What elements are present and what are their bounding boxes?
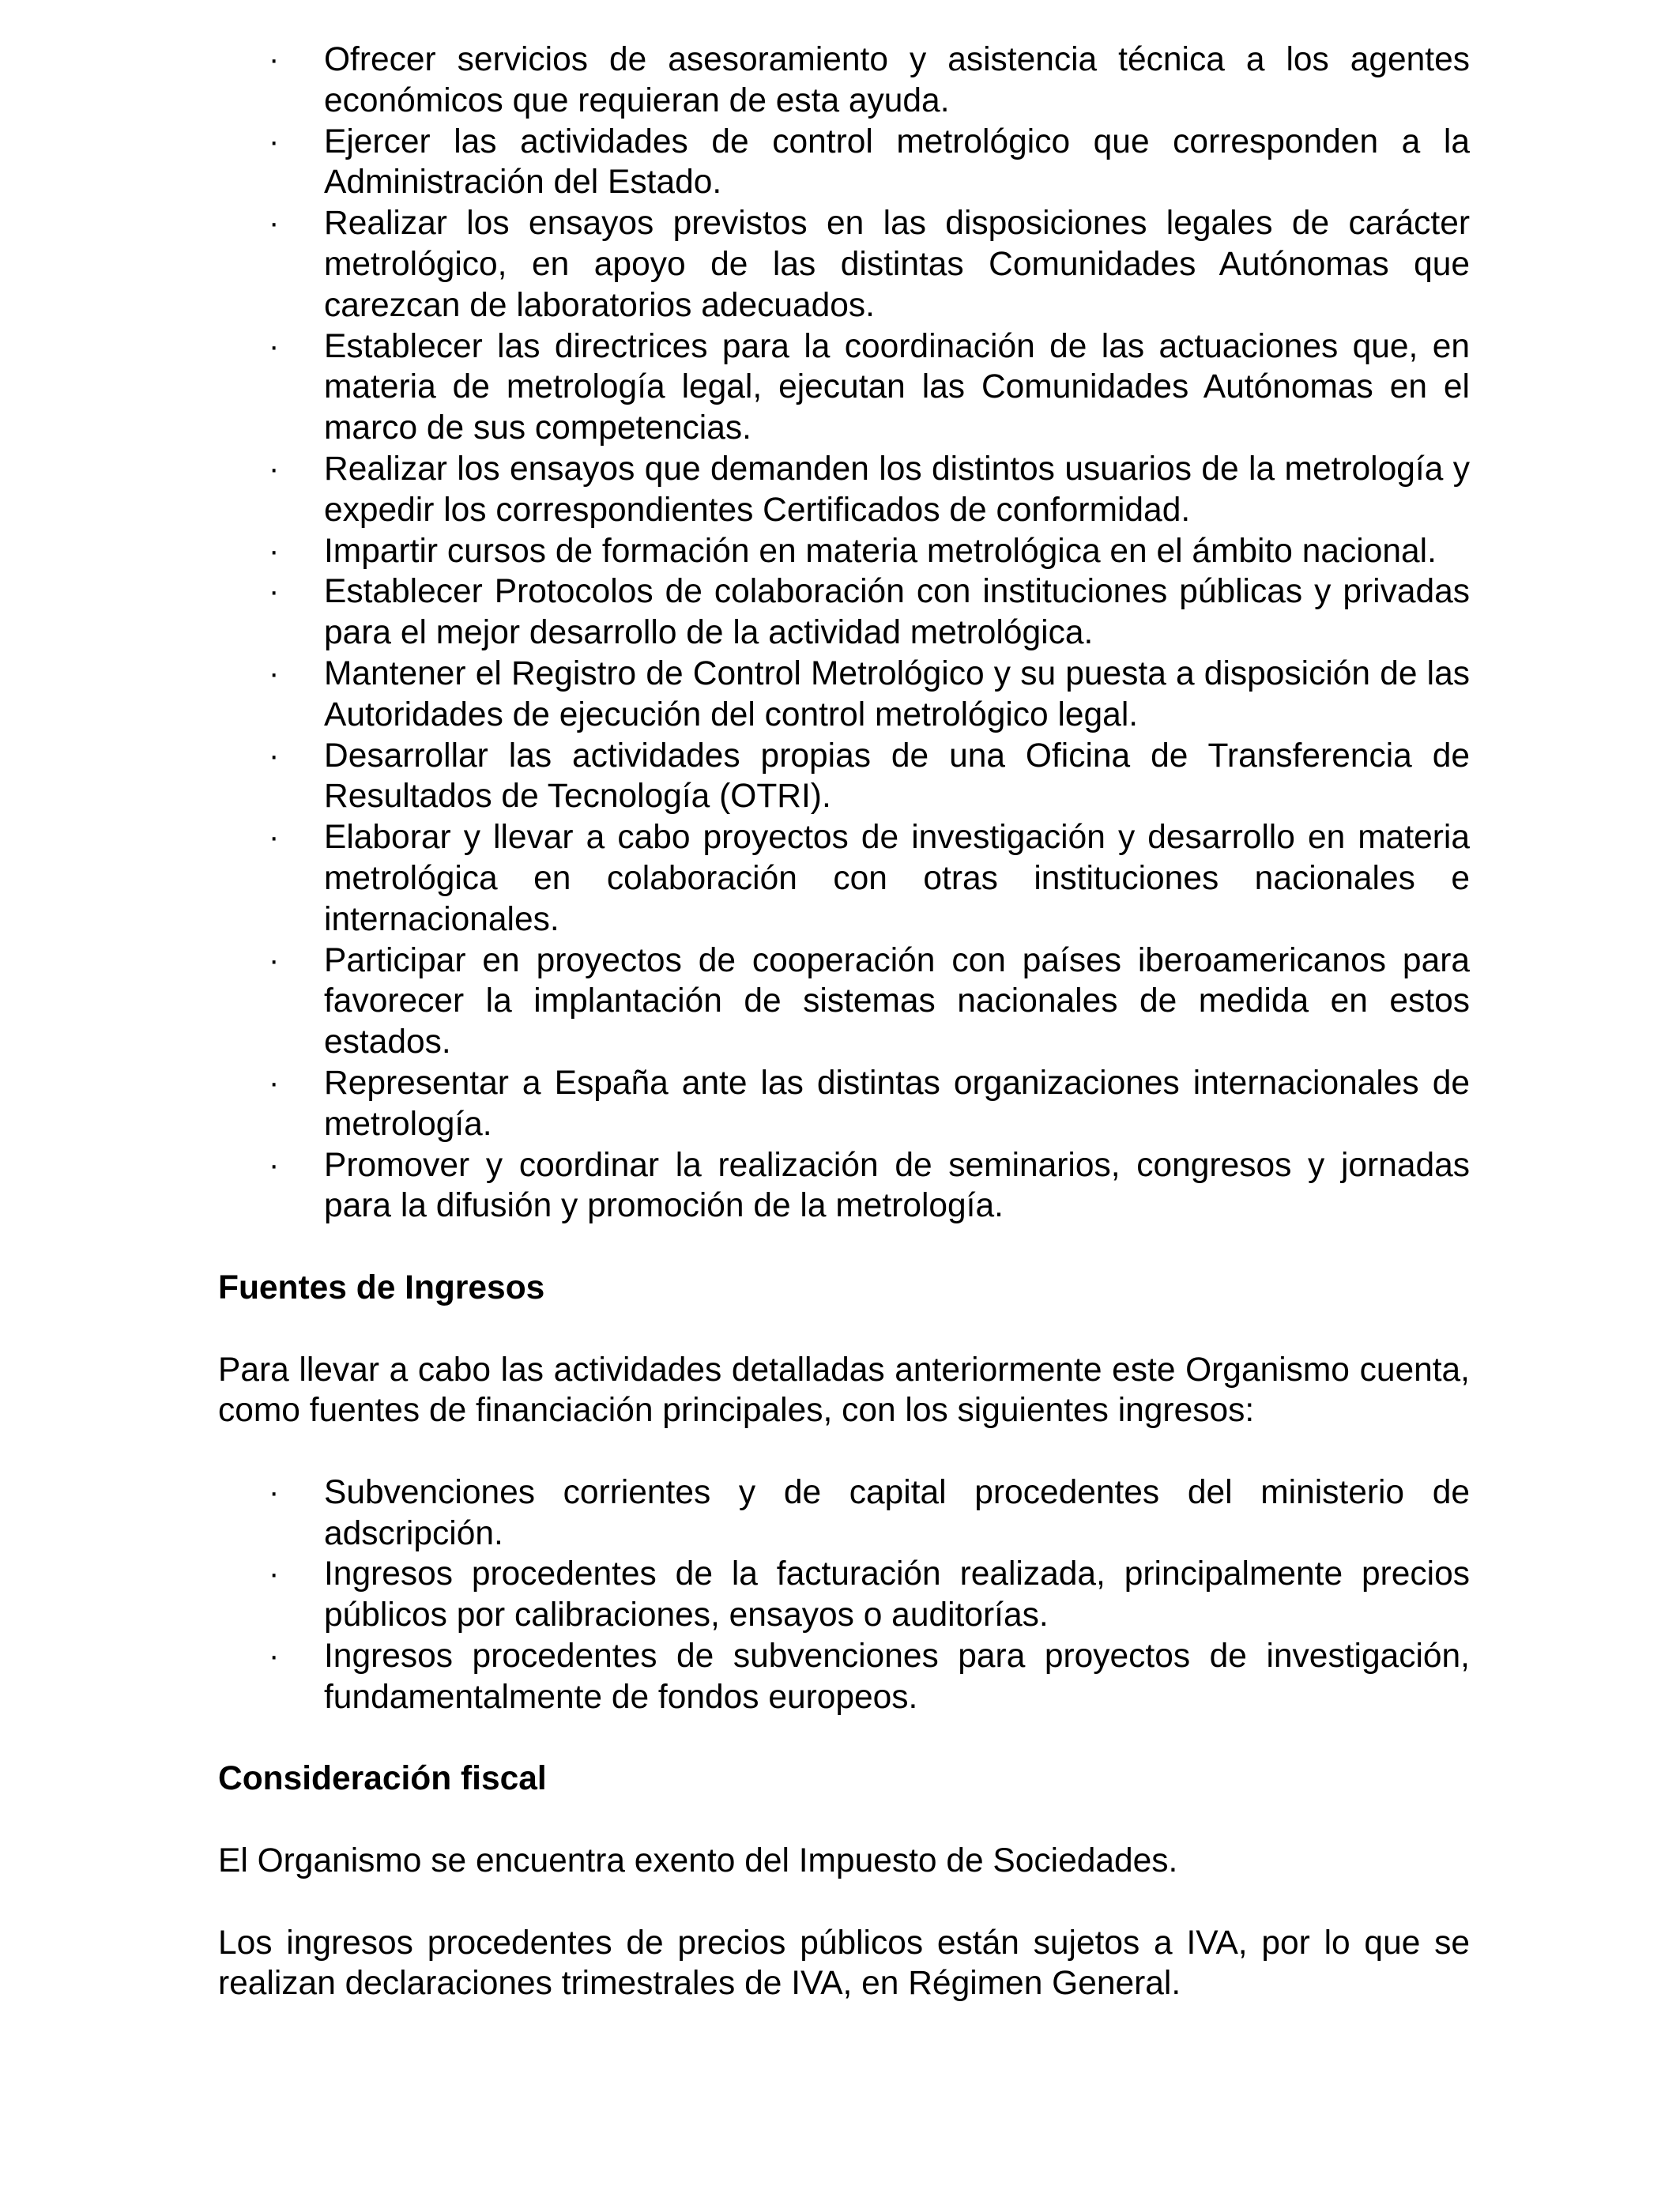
- bullet-icon: ·: [269, 942, 280, 978]
- list-item: [269, 571, 1470, 654]
- list-item: [269, 817, 1470, 940]
- list-item: [269, 1636, 1470, 1718]
- list-item: [269, 1554, 1470, 1636]
- income-section-heading: Fuentes de Ingresos: [218, 1269, 545, 1306]
- list-item: [269, 40, 1470, 122]
- list-item: [269, 941, 1470, 1063]
- functions-list: [218, 40, 1470, 1227]
- list-item-text: Realizar los ensayos que demanden los distintos usuarios de la metrología y expedir los correspondientes Certificados de conformidad.: [324, 450, 1470, 529]
- list-item-text: Establecer las directrices para la coordinación de las actuaciones que, en materia de metrología legal, ejecutan las Comunidades Autónomas en el marco de sus competencias.: [324, 327, 1470, 447]
- bullet-icon: ·: [269, 123, 280, 159]
- bullet-icon: ·: [269, 42, 280, 77]
- page-content: [218, 40, 1470, 2045]
- bullet-icon: ·: [269, 450, 280, 486]
- bullet-icon: ·: [269, 820, 280, 855]
- list-item-text: Representar a España ante las distintas organizaciones internacionales de metrología.: [324, 1064, 1470, 1143]
- list-item-text: Ingresos procedentes de subvenciones para proyectos de investigación, fundamentalmente de fondos europeos.: [324, 1638, 1470, 1716]
- bullet-icon: ·: [269, 737, 280, 773]
- list-item: [269, 122, 1470, 204]
- list-item: [269, 531, 1470, 572]
- list-item-text: Mantener el Registro de Control Metrológico y su puesta a disposición de las Autoridades de ejecución del control metrológico legal.: [324, 654, 1470, 733]
- list-item-text: Ejercer las actividades de control metrológico que corresponden a la Administración del Estado.: [324, 123, 1470, 202]
- list-item-text: Impartir cursos de formación en materia metrológica en el ámbito nacional.: [324, 532, 1437, 570]
- tax-paragraph: El Organismo se encuentra exento del Impuesto de Sociedades.: [218, 1842, 1178, 1880]
- bullet-icon: ·: [269, 1474, 280, 1510]
- list-item: [269, 449, 1470, 531]
- list-item-text: Elaborar y llevar a cabo proyectos de investigación y desarrollo en materia metrológica en colaboración con otras instituciones nacionales e internacionales.: [324, 819, 1470, 938]
- bullet-icon: ·: [269, 1638, 280, 1674]
- list-item-text: Subvenciones corrientes y de capital procedentes del ministerio de adscripción.: [324, 1473, 1470, 1552]
- bullet-icon: ·: [269, 1065, 280, 1100]
- bullet-icon: ·: [269, 328, 280, 364]
- bullet-icon: ·: [269, 533, 280, 568]
- list-item-text: Ofrecer servicios de asesoramiento y asistencia técnica a los agentes económicos que requieran de esta ayuda.: [324, 41, 1470, 119]
- list-item-text: Participar en proyectos de cooperación con países iberoamericanos para favorecer la implantación de sistemas nacionales de medida en estos estados.: [324, 941, 1470, 1061]
- bullet-icon: ·: [269, 205, 280, 241]
- list-item: [269, 326, 1470, 449]
- list-item-text: Ingresos procedentes de la facturación realizada, principalmente precios públicos por calibraciones, ensayos o auditorías.: [324, 1555, 1470, 1634]
- bullet-icon: ·: [269, 1556, 280, 1592]
- list-item: [269, 1145, 1470, 1227]
- list-item-text: Realizar los ensayos previstos en las disposiciones legales de carácter metrológico, en apoyo de las distintas Comunidades Autónomas que carezcan de laboratorios adecuados.: [324, 205, 1470, 324]
- bullet-icon: ·: [269, 574, 280, 609]
- bullet-icon: ·: [269, 655, 280, 691]
- bullet-icon: ·: [269, 1147, 280, 1182]
- tax-paragraph: Los ingresos procedentes de precios públicos están sujetos a IVA, por lo que se realizan declaraciones trimestrales de IVA, en Régimen General.: [218, 1924, 1470, 2003]
- income-list: [218, 1472, 1470, 1718]
- list-item-text: Establecer Protocolos de colaboración con instituciones públicas y privadas para el mejor desarrollo de la actividad metrológica.: [324, 573, 1470, 652]
- list-item: [269, 1063, 1470, 1145]
- list-item: [269, 654, 1470, 736]
- list-item-text: Desarrollar las actividades propias de una Oficina de Transferencia de Resultados de Tecnología (OTRI).: [324, 737, 1470, 816]
- list-item: [269, 203, 1470, 326]
- list-item: [269, 736, 1470, 818]
- list-item: [269, 1472, 1470, 1555]
- income-intro-paragraph: Para llevar a cabo las actividades detalladas anteriormente este Organismo cuenta, como fuentes de financiación principales, con los siguientes ingresos:: [218, 1351, 1470, 1430]
- tax-section-heading: Consideración fiscal: [218, 1760, 547, 1798]
- list-item-text: Promover y coordinar la realización de seminarios, congresos y jornadas para la difusión y promoción de la metrología.: [324, 1146, 1470, 1225]
